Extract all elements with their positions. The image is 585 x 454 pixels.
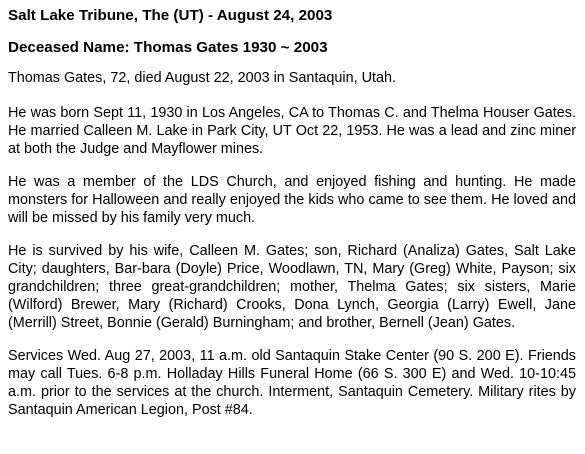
paragraph-services: Services Wed. Aug 27, 2003, 11 a.m. old Santaquin Stake Center (90 S. 200 E). Friends may call Tues. 6-8 p.m. Holladay Hills Funeral Home (66 S. 300 E) and Wed. 10-10:45 a.m. prior to the services at the church. Interment, Santaquin Cemetery. Military rites by Santaquin American Legion, Post #84. — [8, 348, 576, 418]
source-line: Salt Lake Tribune, The (UT) - August 24, 2003 — [8, 7, 333, 24]
paragraph-death-notice: Thomas Gates, 72, died August 22, 2003 in Santaquin, Utah. — [8, 70, 397, 86]
paragraph-survivors: He is survived by his wife, Calleen M. Gates; son, Richard (Analiza) Gates, Salt Lake City; daughters, Bar-bara (Doyle) Price, Woodlawn, TN, Mary (Greg) White, Payson; six grandchildren; three great-grandchildren; mother, Thelma Gates; six sisters, Marie (Wilford) Brewer, Mary (Richard) Crooks, Dona Lynch, Georgia (Larry) Ewell, Jane (Merrill) Street, Bonnie (Gerald) Burningham; and brother, Bernell (Jean) Gates. — [8, 243, 576, 331]
paragraph-interests: He was a member of the LDS Church, and enjoyed fishing and hunting. He made monsters for Halloween and really enjoyed the kids who came to see them. He loved and will be missed by his family very much. — [8, 174, 576, 226]
paragraph-birth-marriage: He was born Sept 11, 1930 in Los Angeles, CA to Thomas C. and Thelma Houser Gates. He married Calleen M. Lake in Park City, UT Oct 22, 1953. He was a lead and zinc miner at both the Judge and Mayflower mines. — [8, 105, 576, 157]
deceased-name-line: Deceased Name: Thomas Gates 1930 ~ 2003 — [8, 39, 328, 56]
